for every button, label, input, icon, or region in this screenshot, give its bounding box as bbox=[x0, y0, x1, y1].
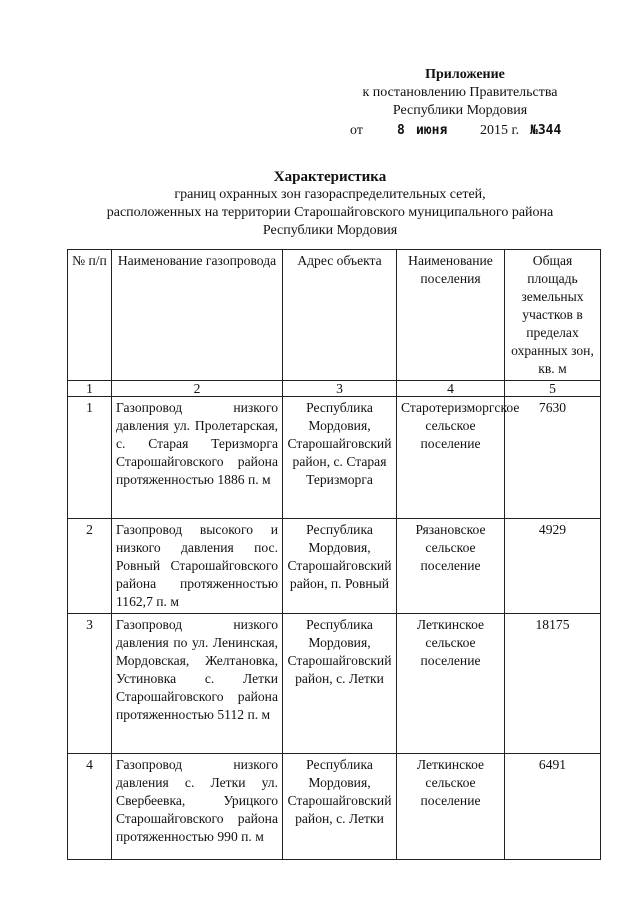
document-number: №344 bbox=[530, 123, 562, 138]
column-number-row bbox=[68, 381, 601, 397]
settlement-cell: Леткинское сельское поселение bbox=[397, 754, 505, 860]
settlement-cell: Рязановское сельское поселение bbox=[397, 519, 505, 614]
area-cell: 6491 bbox=[505, 754, 601, 860]
column-number: 4 bbox=[397, 381, 505, 397]
heading-line-3: Республики Мордовия bbox=[262, 223, 398, 238]
header-number: № п/п bbox=[68, 250, 112, 381]
document-heading bbox=[60, 168, 600, 240]
settlement-cell: Старотеризморгское сельское поселение bbox=[397, 397, 505, 519]
pipeline-cell: Газопровод высокого и низкого давления пос. Ровный Старошайговского района протяженностью 1162,7 п. м bbox=[112, 519, 283, 614]
date-day: 8 bbox=[397, 123, 405, 138]
appendix-line-2: Республики Мордовия bbox=[392, 103, 528, 118]
date-prefix: от bbox=[350, 123, 363, 138]
settlement-cell: Леткинское сельское поселение bbox=[397, 614, 505, 754]
appendix-title: Приложение bbox=[425, 67, 505, 82]
area-cell: 4929 bbox=[505, 519, 601, 614]
area-cell: 7630 bbox=[505, 397, 601, 519]
address-cell: Республика Мордовия, Старошайговский район, п. Ровный bbox=[283, 519, 397, 614]
appendix-block bbox=[340, 66, 580, 142]
column-number: 3 bbox=[283, 381, 397, 397]
date-month: июня bbox=[416, 123, 448, 138]
address-cell: Республика Мордовия, Старошайговский район, с. Старая Теризморга bbox=[283, 397, 397, 519]
row-number: 2 bbox=[68, 519, 112, 614]
header-area: Общая площадь земельных участков в пределах охранных зон, кв. м bbox=[505, 250, 601, 381]
header-address: Адрес объекта bbox=[283, 250, 397, 381]
row-number: 3 bbox=[68, 614, 112, 754]
heading-line-2: расположенных на территории Старошайговского муниципального района bbox=[106, 205, 554, 220]
column-number: 5 bbox=[505, 381, 601, 397]
boundaries-table bbox=[67, 249, 601, 860]
column-number: 1 bbox=[68, 381, 112, 397]
header-settlement: Наименование поселения bbox=[397, 250, 505, 381]
column-number: 2 bbox=[112, 381, 283, 397]
header-pipeline: Наименование газопровода bbox=[112, 250, 283, 381]
address-cell: Республика Мордовия, Старошайговский район, с. Летки bbox=[283, 754, 397, 860]
document-title: Характеристика bbox=[273, 169, 387, 185]
table-row bbox=[68, 614, 601, 754]
row-number: 4 bbox=[68, 754, 112, 860]
row-number: 1 bbox=[68, 397, 112, 519]
heading-line-1: границ охранных зон газораспределительных сетей, bbox=[174, 187, 486, 202]
table-row bbox=[68, 519, 601, 614]
appendix-line-1: к постановлению Правительства bbox=[362, 85, 558, 100]
appendix-date-line bbox=[340, 122, 580, 142]
pipeline-cell: Газопровод низкого давления с. Летки ул. Свербеевка, Урицкого Старошайговского района протяженностью 990 п. м bbox=[112, 754, 283, 860]
pipeline-cell: Газопровод низкого давления ул. Пролетарская, с. Старая Теризморга Старошайговского района протяженностью 1886 п. м bbox=[112, 397, 283, 519]
date-year: 2015 г. bbox=[480, 123, 520, 138]
table-header-row bbox=[68, 250, 601, 381]
pipeline-cell: Газопровод низкого давления по ул. Ленинская, Мордовская, Желтановка, Устиновка с. Летки Старошайговского района протяженностью 5112 п. м bbox=[112, 614, 283, 754]
address-cell: Республика Мордовия, Старошайговский район, с. Летки bbox=[283, 614, 397, 754]
table-row bbox=[68, 397, 601, 519]
area-cell: 18175 bbox=[505, 614, 601, 754]
table-row bbox=[68, 754, 601, 860]
